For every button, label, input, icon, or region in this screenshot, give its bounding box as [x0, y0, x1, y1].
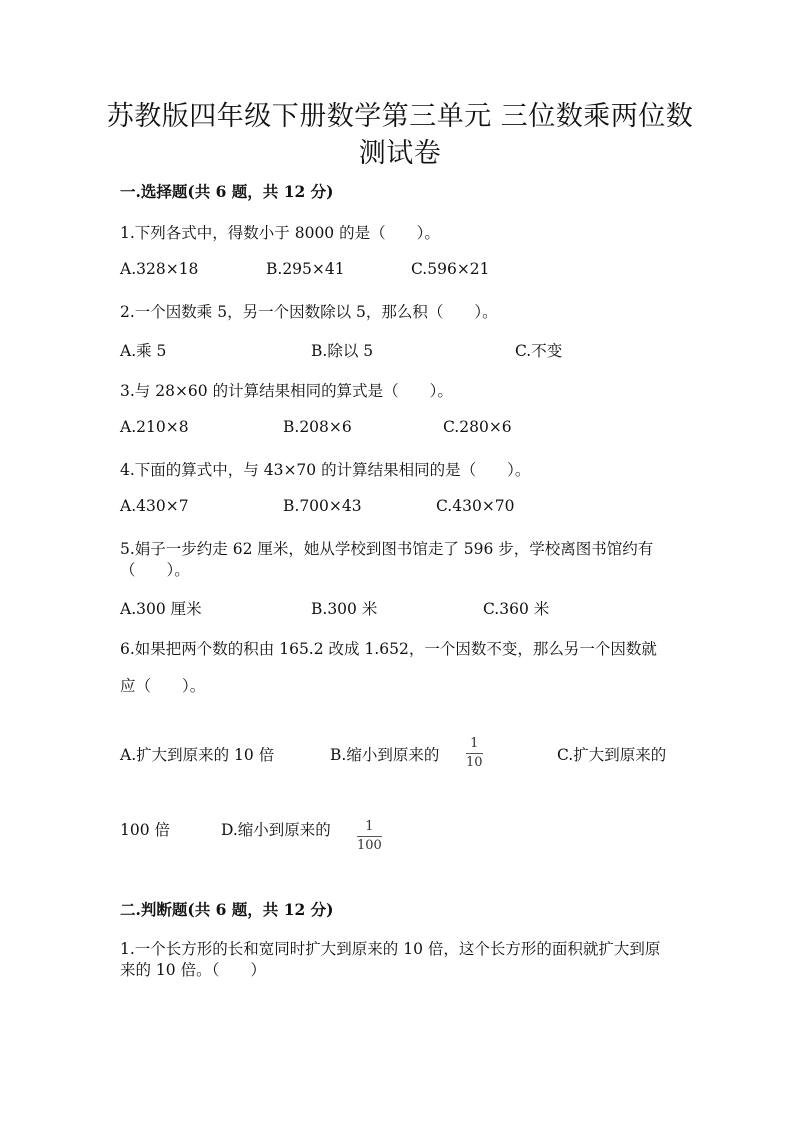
question-2-option-c: C.不变	[515, 342, 563, 360]
question-2-option-b: B.除以 5	[311, 342, 374, 360]
question-6-option-b: B.缩小到原来的	[330, 746, 440, 764]
question-5-option-b: B.300 米	[311, 600, 378, 618]
question-4-stem: 4.下面的算式中，与 43×70 的计算结果相同的是（ ）。	[120, 461, 531, 479]
fraction-numerator: 1	[365, 819, 374, 834]
fraction-one-hundredth	[357, 820, 382, 853]
question-5-option-a: A.300 厘米	[120, 600, 202, 618]
question-4-option-b: B.700×43	[283, 497, 362, 515]
question-6-stem-line2: 应（ ）。	[120, 677, 206, 695]
section1-heading: 一.选择题(共 6 题，共 12 分)	[120, 182, 334, 201]
question-6-stem-line1: 6.如果把两个数的积由 165.2 改成 1.652，一个因数不变，那么另一个因数就	[120, 640, 657, 658]
fraction-denominator: 100	[357, 838, 382, 853]
fraction-bar	[357, 836, 382, 837]
page-title-line2: 测试卷	[358, 138, 442, 169]
question-2-stem: 2.一个因数乘 5，另一个因数除以 5，那么积（ ）。	[120, 303, 498, 321]
fraction-denominator: 10	[466, 755, 483, 770]
question-4-option-a: A.430×7	[120, 497, 189, 515]
question-6-option-d: D.缩小到原来的	[221, 821, 331, 839]
fraction-bar	[466, 753, 483, 754]
question-3-option-c: C.280×6	[443, 418, 512, 436]
judgment-1-line2: 来的 10 倍。（ ）	[120, 961, 266, 979]
question-1-option-c: C.596×21	[411, 260, 490, 278]
fraction-numerator: 1	[470, 736, 479, 751]
question-6-option-a: A.扩大到原来的 10 倍	[120, 746, 275, 764]
section2-heading: 二.判断题(共 6 题，共 12 分)	[120, 900, 334, 919]
question-1-option-a: A.328×18	[120, 260, 199, 278]
question-1-option-b: B.295×41	[266, 260, 345, 278]
page-title-line1: 苏教版四年级下册数学第三单元 三位数乘两位数	[106, 101, 694, 132]
question-3-option-b: B.208×6	[283, 418, 352, 436]
question-3-option-a: A.210×8	[120, 418, 189, 436]
question-5-stem-line2: （ ）。	[120, 561, 190, 579]
question-3-stem: 3.与 28×60 的计算结果相同的算式是（ ）。	[120, 382, 453, 400]
question-2-option-a: A.乘 5	[120, 342, 167, 360]
judgment-1-line1: 1.一个长方形的长和宽同时扩大到原来的 10 倍，这个长方形的面积就扩大到原	[120, 940, 661, 958]
question-4-option-c: C.430×70	[436, 497, 515, 515]
question-5-option-c: C.360 米	[483, 600, 550, 618]
question-6-option-c-continued: 100 倍	[120, 821, 171, 839]
question-1-stem: 1.下列各式中，得数小于 8000 的是（ ）。	[120, 224, 440, 242]
question-5-stem-line1: 5.娟子一步约走 62 厘米，她从学校到图书馆走了 596 步，学校离图书馆约有	[120, 540, 654, 558]
question-6-option-c: C.扩大到原来的	[557, 746, 667, 764]
fraction-one-tenth	[466, 737, 483, 770]
